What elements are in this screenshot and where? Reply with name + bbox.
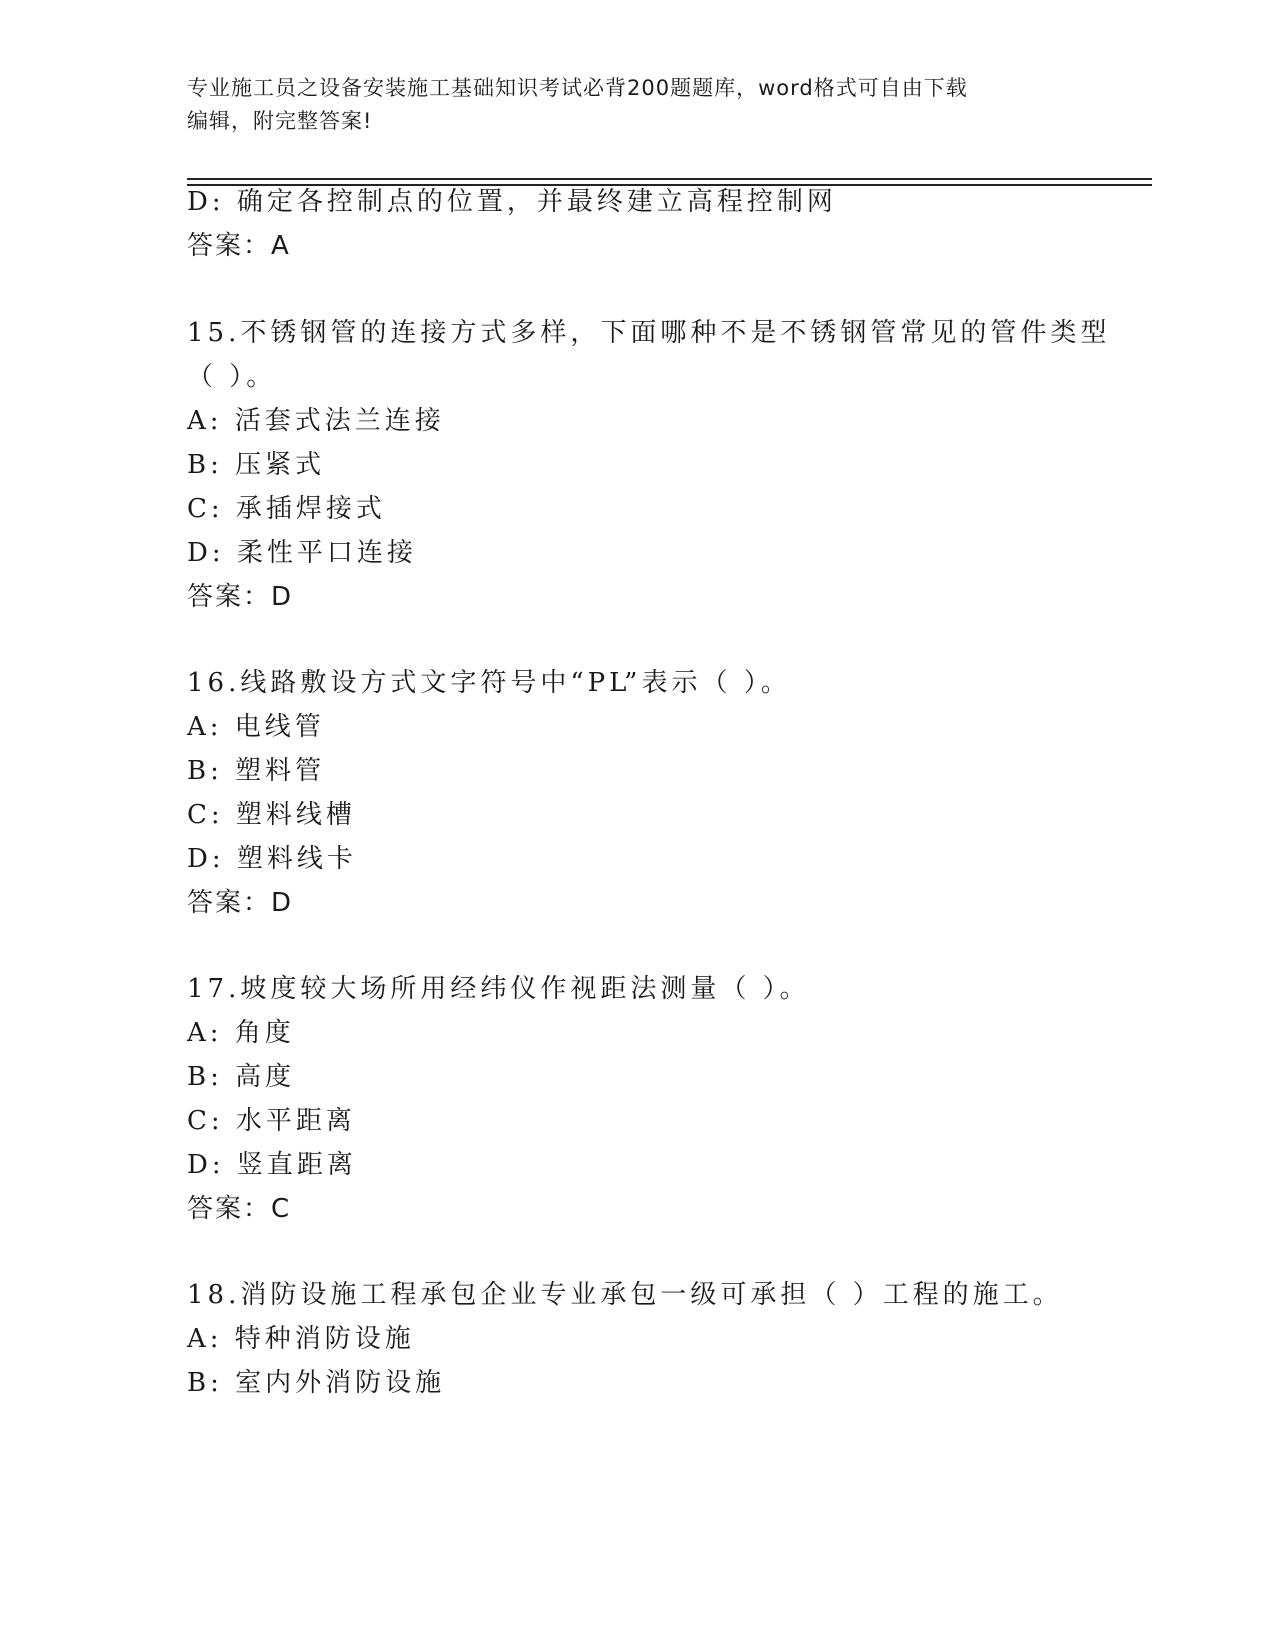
q17-option-d: D: 竖直距离 [187,1150,357,1180]
q15-option-a: A: 活套式法兰连接 [187,406,445,436]
q15-option-b: B: 压紧式 [187,450,326,480]
q15-stem-line-2: （ ）。 [187,362,277,392]
prev-option-d: D: 确定各控制点的位置，并最终建立高程控制网 [187,187,837,217]
q15-answer: 答案：D [187,582,294,612]
q16-stem: 16.线路敷设方式文字符号中“PL”表示（ ）。 [187,668,791,698]
document-header [187,72,1087,138]
q18-option-a: A: 特种消防设施 [187,1324,415,1354]
q16-option-b: B: 塑料管 [187,756,326,786]
q15-stem-line-1: 15.不锈钢管的连接方式多样，下面哪种不是不锈钢管常见的管件类型 [187,318,1111,348]
q16-answer: 答案：D [187,888,294,918]
q15-option-d: D: 柔性平口连接 [187,538,417,568]
q16-option-c: C: 塑料线槽 [187,800,356,830]
header-divider-bottom [187,184,1152,186]
q15-option-c: C: 承插焊接式 [187,494,386,524]
q17-option-a: A: 角度 [187,1018,295,1048]
q17-option-c: C: 水平距离 [187,1106,356,1136]
q17-stem: 17.坡度较大场所用经纬仪作视距法测量（ ）。 [187,974,810,1004]
q16-option-d: D: 塑料线卡 [187,844,357,874]
q17-option-b: B: 高度 [187,1062,296,1092]
prev-answer: 答案：A [187,231,291,261]
header-title-line-1: 专业施工员之设备安装施工基础知识考试必背200题题库，word格式可自由下载 [187,76,968,100]
q17-answer: 答案：C [187,1194,292,1224]
q16-option-a: A: 电线管 [187,712,325,742]
q18-stem: 18.消防设施工程承包企业专业承包一级可承担（ ）工程的施工。 [187,1280,1063,1310]
q18-option-b: B: 室内外消防设施 [187,1368,446,1398]
header-title-line-2: 编辑，附完整答案! [187,109,373,133]
header-divider-top [187,178,1152,180]
